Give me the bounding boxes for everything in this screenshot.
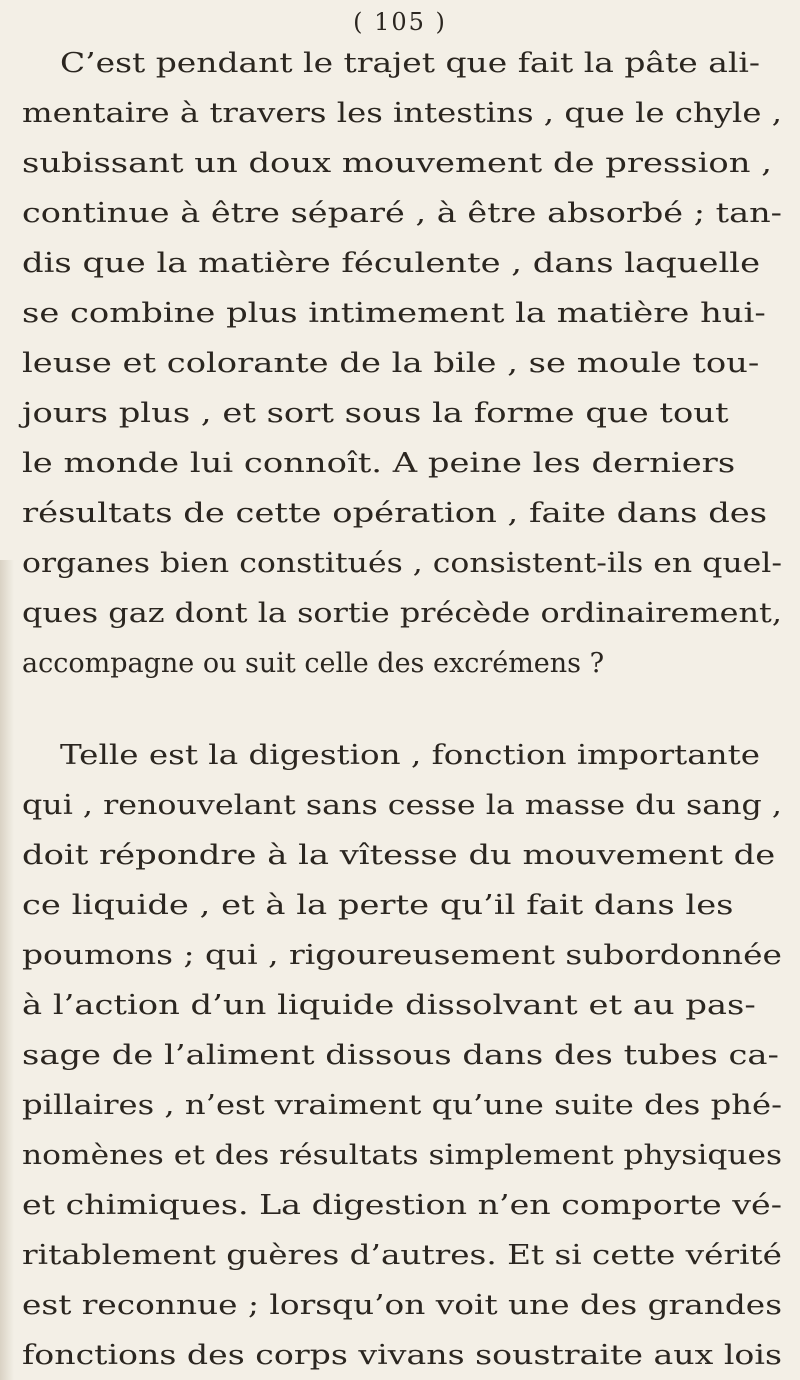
- text-line: ques gaz dont la sortie précède ordinairement,: [22, 598, 782, 629]
- text-line: est reconnue ; lorsqu’on voit une des grandes: [22, 1290, 782, 1321]
- text-line: organes bien constitués , consistent-ils en quel-: [22, 548, 782, 579]
- text-line: se combine plus intimement la matière hui-: [22, 298, 766, 329]
- text-line: leuse et colorante de la bile , se moule tou-: [22, 348, 760, 379]
- text-line: qui , renouvelant sans cesse la masse du sang ,: [22, 790, 782, 821]
- text-line: continue à être séparé , à être absorbé ; tan-: [22, 198, 782, 229]
- text-line: sage de l’aliment dissous dans des tubes ca-: [22, 1040, 779, 1071]
- text-line: nomènes et des résultats simplement physiques: [22, 1140, 782, 1171]
- text-line: fonctions des corps vivans soustraite aux lois: [22, 1340, 782, 1371]
- text-line: ritablement guères d’autres. Et si cette vérité: [22, 1240, 782, 1271]
- text-line: à l’action d’un liquide dissolvant et au pas-: [22, 990, 756, 1021]
- text-line: dis que la matière féculente , dans laquelle: [22, 248, 761, 279]
- text-line: jours plus , et sort sous la forme que tout: [22, 398, 729, 429]
- text-line: poumons ; qui , rigoureusement subordonnée: [22, 940, 782, 971]
- text-line: et chimiques. La digestion n’en comporte vé-: [22, 1190, 782, 1221]
- text-line: C’est pendant le trajet que fait la pâte ali-: [60, 48, 760, 79]
- text-line: pillaires , n’est vraiment qu’une suite des phé-: [22, 1090, 782, 1121]
- text-line: accompagne ou suit celle des excrémens ?: [22, 648, 605, 679]
- page-number: ( 105 ): [353, 8, 447, 36]
- text-line: le monde lui connoît. A peine les derniers: [22, 448, 736, 479]
- text-line: ce liquide , et à la perte qu’il fait dans les: [22, 890, 734, 921]
- text-line: subissant un doux mouvement de pression ,: [22, 148, 772, 179]
- text-line: doit répondre à la vîtesse du mouvement de: [22, 840, 776, 871]
- text-line: mentaire à travers les intestins , que le chyle ,: [22, 98, 782, 129]
- text-line: Telle est la digestion , fonction importante: [60, 740, 760, 771]
- text-line: résultats de cette opération , faite dans des: [22, 498, 768, 529]
- page-gutter-shadow: [0, 560, 14, 1380]
